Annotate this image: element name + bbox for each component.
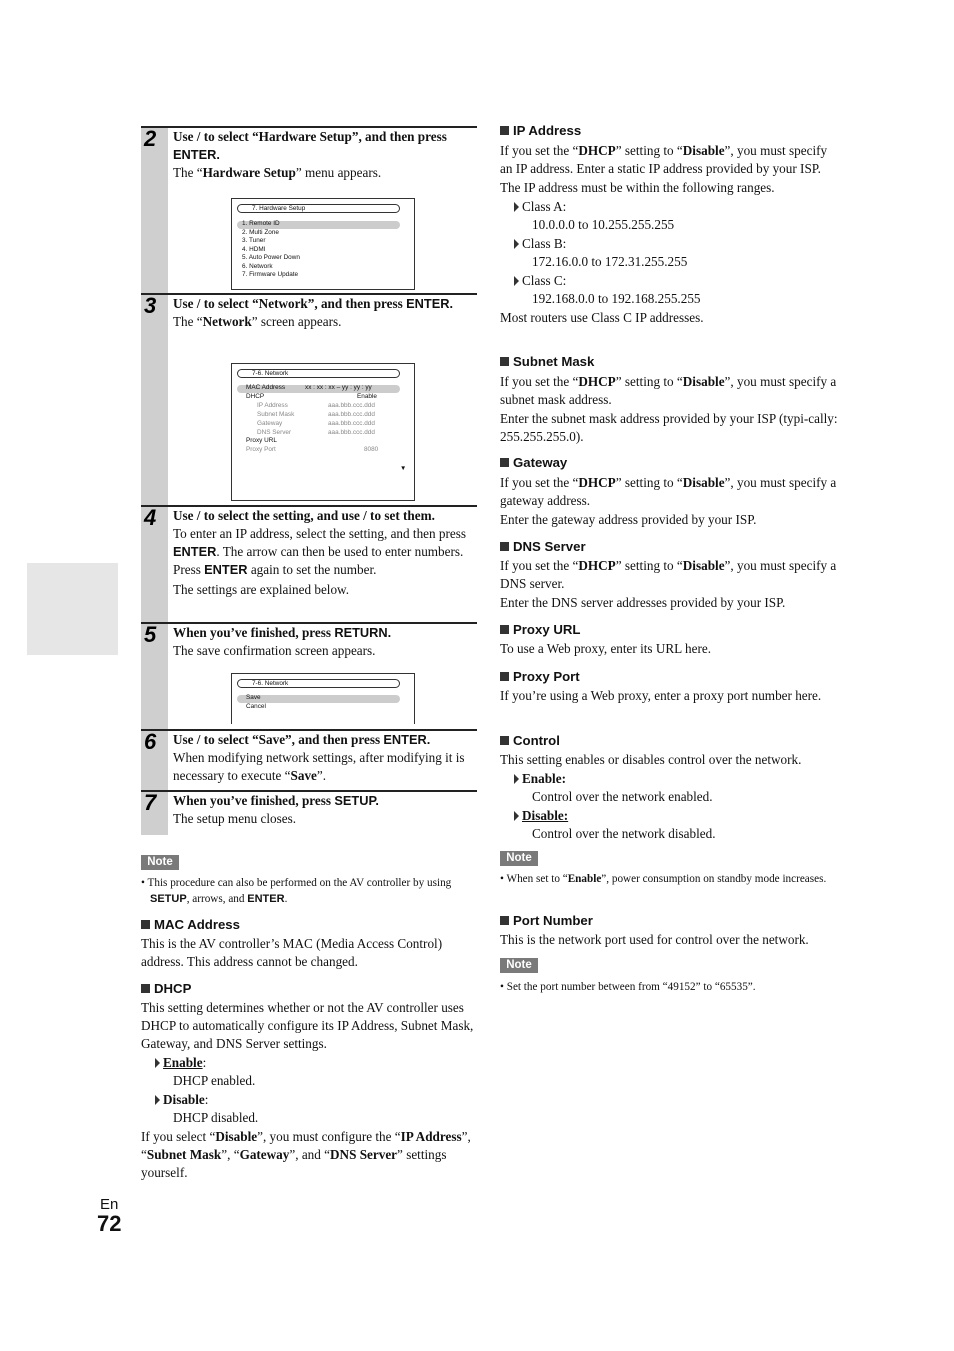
- menu-item: 2. Multi Zone: [242, 228, 279, 236]
- triangle-bullet-icon: [514, 774, 519, 784]
- step-7: 7 When you’ve finished, press SETUP. The setup menu closes.: [141, 790, 477, 835]
- step-number: 6: [144, 729, 157, 754]
- control-heading: Control: [500, 733, 560, 749]
- key-name: ENTER.: [173, 147, 220, 162]
- proxy-port-heading: Proxy Port: [500, 669, 580, 685]
- step-heading: Use / to select “Hardware Setup”, and then press: [173, 129, 447, 144]
- square-bullet-icon: [141, 984, 150, 993]
- step-heading: When you’ve finished, press: [173, 793, 335, 808]
- triangle-bullet-icon: [514, 811, 519, 821]
- setting-label: Subnet Mask: [257, 410, 295, 418]
- step-4: 4 Use / to select the setting, and use / to set them. To enter an IP address, select the setting, and then press ENTER. The arrow can then be used to enter numbers. Press ENTER again to set the number. The settings are explained below.: [141, 505, 477, 622]
- triangle-bullet-icon: [514, 276, 519, 286]
- screen-title: 7-6. Network: [237, 679, 400, 688]
- note-text: • This procedure can also be performed on the AV controller by using SETUP, arrows, and ENTER.: [141, 877, 452, 905]
- setting-value: aaa.bbb.ccc.ddd: [328, 428, 375, 436]
- mac-address-text: This is the AV controller’s MAC (Media Access Control) address. This address cannot be changed.: [141, 936, 443, 969]
- mac-address-heading: MAC Address: [141, 917, 240, 933]
- square-bullet-icon: [500, 126, 509, 135]
- note-badge: Note: [141, 855, 179, 870]
- setting-label: DNS Server: [257, 428, 292, 436]
- step-number: 4: [144, 505, 157, 530]
- scroll-down-arrow-icon: ▼: [400, 465, 407, 472]
- triangle-bullet-icon: [155, 1058, 160, 1068]
- step-number: 2: [144, 126, 157, 151]
- setting-value: Enable: [357, 392, 377, 400]
- triangle-bullet-icon: [155, 1095, 160, 1105]
- network-screen: [231, 363, 415, 501]
- key-name: RETURN.: [334, 625, 392, 640]
- menu-item: 6. Network: [242, 262, 273, 270]
- step-2: 2 Use / to select “Hardware Setup”, and then press ENTER. The “Hardware Setup” menu appears.: [141, 126, 477, 293]
- square-bullet-icon: [500, 625, 509, 634]
- menu-item: 5. Auto Power Down: [242, 254, 300, 261]
- proxy-url-heading: Proxy URL: [500, 622, 580, 638]
- hardware-setup-screen: [231, 198, 415, 290]
- step-number: 5: [144, 622, 157, 647]
- page-number: 72: [97, 1211, 122, 1236]
- gateway-heading: Gateway: [500, 455, 567, 471]
- menu-item: 1. Remote ID: [242, 220, 280, 227]
- setting-label: DHCP: [246, 392, 265, 400]
- port-number-text: This is the network port used for control over the network.: [500, 932, 809, 947]
- note-text: • Set the port number between from “49152” to “65535”.: [500, 981, 756, 993]
- save-option: Save: [246, 694, 261, 701]
- screen-title: 7. Hardware Setup: [237, 204, 400, 213]
- menu-item: 7. Firmware Update: [242, 271, 299, 278]
- step-number: 3: [144, 293, 157, 318]
- ip-address-text: If you set the “DHCP” setting to “Disable”, you must specify an IP address. Enter a static IP address provided by your ISP. The IP address must be within the following ranges. Class A: 10.0.0.0 to 10.255.255.255 Class B: 172.16.0.0 to 172.31.255.255 Class C: 192.168.0.0 to 192.168.255.255 Most routers use Class C IP addresses.: [500, 143, 828, 325]
- setting-label: Gateway: [257, 419, 283, 427]
- dns-server-heading: DNS Server: [500, 539, 586, 555]
- dhcp-heading: DHCP: [141, 981, 191, 997]
- square-bullet-icon: [500, 542, 509, 551]
- step-heading: Use / to select “Network”, and then press: [173, 296, 407, 311]
- step-5: 5 When you’ve finished, press RETURN. The save confirmation screen appears.: [141, 622, 477, 729]
- subnet-mask-heading: Subnet Mask: [500, 354, 594, 370]
- key-name: SETUP.: [334, 793, 379, 808]
- setting-label: Proxy Port: [246, 446, 276, 453]
- step-number: 7: [144, 790, 157, 815]
- square-bullet-icon: [500, 357, 509, 366]
- proxy-url-text: To use a Web proxy, enter its URL here.: [500, 641, 712, 656]
- step-heading: Use / to select “Save”, and then press: [173, 732, 384, 747]
- cancel-option: Cancel: [246, 702, 266, 710]
- square-bullet-icon: [500, 916, 509, 925]
- menu-item: 4. HDMI: [242, 245, 266, 253]
- gateway-text: If you set the “DHCP” setting to “Disable”, you must specify a gateway address. Enter the gateway address provided by your ISP.: [500, 475, 837, 527]
- dns-server-text: If you set the “DHCP” setting to “Disable”, you must specify a DNS server. Enter the DNS server addresses provided by your ISP.: [500, 558, 837, 610]
- square-bullet-icon: [141, 920, 150, 929]
- setting-value: 8080: [364, 446, 379, 453]
- setting-value: aaa.bbb.ccc.ddd: [328, 410, 375, 418]
- note-text: • When set to “Enable”, power consumption on standby mode increases.: [500, 873, 827, 885]
- key-name: ENTER.: [383, 732, 431, 747]
- sidebar-tab: [27, 563, 118, 655]
- control-text: This setting enables or disables control over the network. Enable: Control over the network enabled. Disable: Control over the network disabled.: [500, 752, 802, 841]
- setting-value: xx : xx : xx – yy : yy : yy: [305, 384, 372, 391]
- screen-title: 7-6. Network: [237, 369, 400, 378]
- square-bullet-icon: [500, 736, 509, 745]
- setting-value: aaa.bbb.ccc.ddd: [328, 401, 375, 409]
- dhcp-text: This setting determines whether or not the AV controller uses DHCP to automatically configure its IP Address, Subnet Mask, Gateway, and DNS Server settings. Enable: DHCP enabled. Disable: DHCP disabled. If you select “Disable”, you must configure the “IP Address”, “Subnet Mask”, “Gateway”, and “DNS Server” settings yourself.: [141, 1000, 474, 1180]
- step-heading: Use / to select the setting, and use / to set them.: [173, 508, 435, 523]
- language-label: En: [100, 1196, 119, 1213]
- triangle-bullet-icon: [514, 202, 519, 212]
- note-badge: Note: [500, 958, 538, 973]
- setting-label: MAC Address: [246, 384, 286, 391]
- key-name: ENTER.: [406, 296, 454, 311]
- setting-label: IP Address: [257, 401, 288, 409]
- square-bullet-icon: [500, 458, 509, 467]
- ip-address-heading: IP Address: [500, 123, 581, 139]
- triangle-bullet-icon: [514, 239, 519, 249]
- step-3: 3 Use / to select “Network”, and then press ENTER. The “Network” screen appears.: [141, 293, 477, 505]
- square-bullet-icon: [500, 672, 509, 681]
- note-badge: Note: [500, 851, 538, 866]
- proxy-port-text: If you’re using a Web proxy, enter a proxy port number here.: [500, 688, 822, 703]
- setting-value: aaa.bbb.ccc.ddd: [328, 419, 375, 427]
- step-6: 6 Use / to select “Save”, and then press ENTER. When modifying network settings, after modifying it is necessary to execute “Save”.: [141, 729, 477, 790]
- subnet-mask-text: If you set the “DHCP” setting to “Disable”, you must specify a subnet mask address. Enter the subnet mask address provided by your ISP (typi-cally: 255.255.255.0).: [500, 374, 838, 444]
- setting-label: Proxy URL: [246, 437, 277, 444]
- port-number-heading: Port Number: [500, 913, 593, 929]
- save-confirm-screen: [231, 673, 415, 724]
- step-heading: When you’ve finished, press: [173, 625, 335, 640]
- menu-item: 3. Tuner: [242, 237, 266, 244]
